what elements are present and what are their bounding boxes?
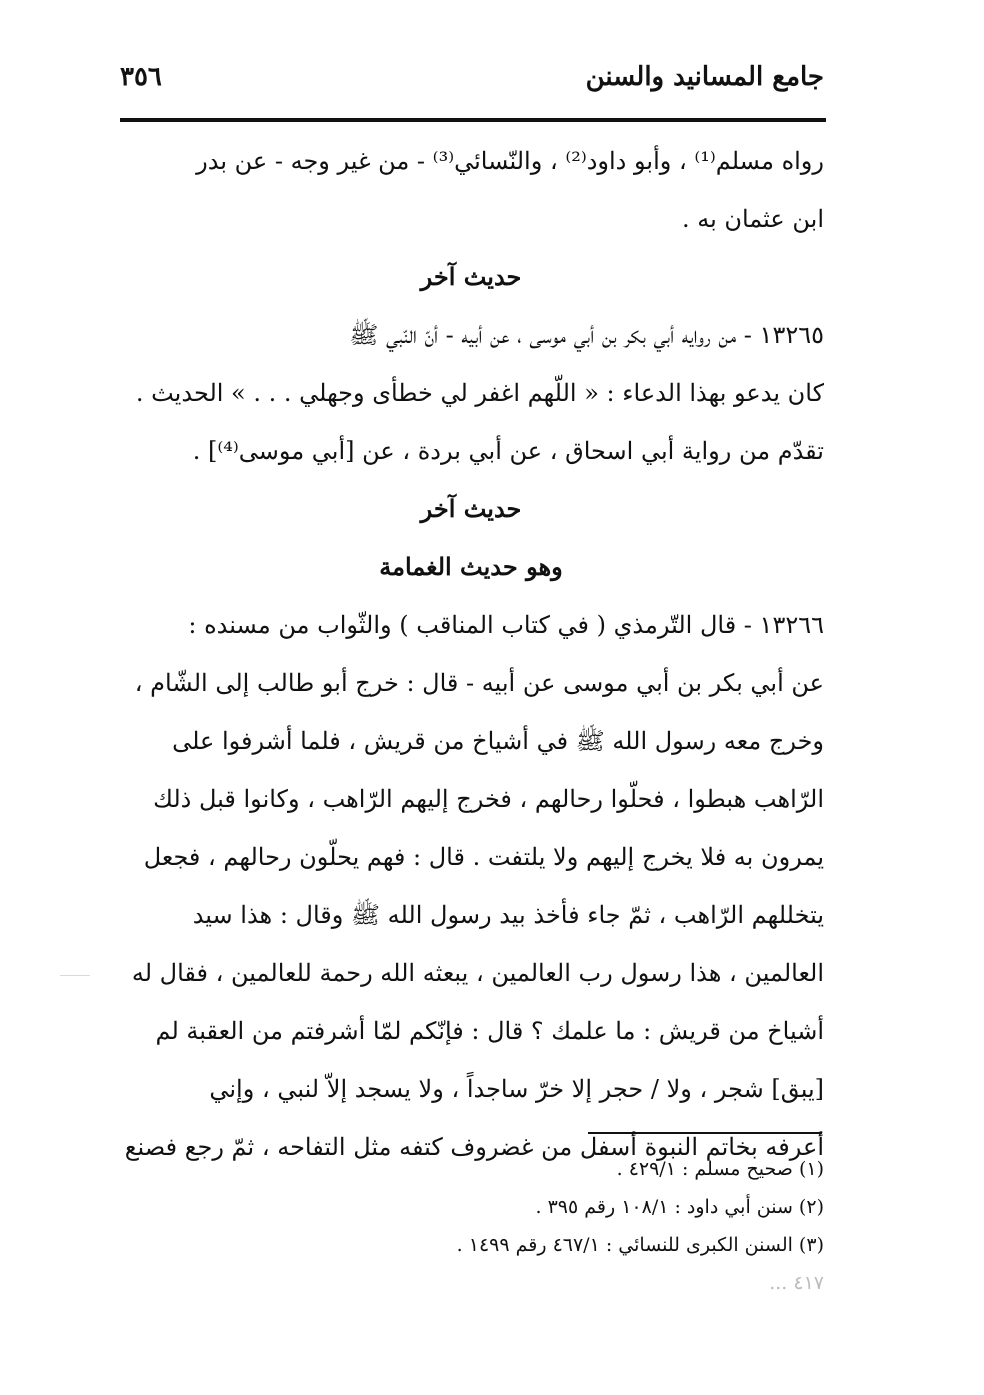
hadith-line: تقدّم من رواية أبي اسحاق ، عن أبي بردة ، عن [أبي موسى⁽⁴⁾] . [192, 437, 824, 465]
hadith-line: أعرفه بخاتم النبوة أسفل من غضروف كتفه مثل التفاحه ، ثمّ رجع فصنع [124, 1133, 824, 1161]
hadith-line: العالمين ، هذا رسول رب العالمين ، يبعثه الله رحمة للعالمين ، فقال له [131, 959, 824, 987]
footnote: (٣) السنن الكبرى للنسائي : ٤٦٧/١ رقم ١٤٩٩ . [456, 1234, 824, 1256]
hadith-line: ١٣٢٦٦ - قال التّرمذي ( في كتاب المناقب ) والثّواب من مسنده : [188, 611, 824, 639]
hadith-line: يمرون به فلا يخرج إليهم ولا يلتفت . قال : فهم يحلّون رحالهم ، فجعل [143, 843, 824, 871]
hadith-line: الرّاهب هبطوا ، فحلّوا رحالهم ، فخرج إليهم الرّاهب ، وكانوا قبل ذلك [153, 785, 824, 813]
footnote: (٢) سنن أبي داود : ١٠٨/١ رقم ٣٩٥ . [535, 1196, 824, 1218]
footnote: ٤١٧ ... [769, 1272, 824, 1294]
margin-mark [60, 975, 90, 976]
footnote-rule [588, 1132, 822, 1134]
text-line: رواه مسلم⁽¹⁾ ، وأبو داود⁽²⁾ ، والنّسائي⁽³⁾ - من غير وجه - عن بدر [196, 147, 824, 175]
hadith-line: وخرج معه رسول الله ﷺ في أشياخ من قريش ، فلما أشرفوا على [172, 727, 824, 755]
book-title: جامع المسانيد والسنن [585, 62, 824, 92]
hadith-line: عن أبي بكر بن أبي موسى عن أبيه - قال : خرج أبو طالب إلى الشّام ، [134, 669, 824, 697]
section-heading: حديث آخر [420, 494, 522, 523]
hadith-line: يتخللهم الرّاهب ، ثمّ جاء فأخذ بيد رسول الله ﷺ وقال : هذا سيد [192, 901, 824, 929]
header-rule [120, 118, 826, 122]
section-heading: حديث آخر [420, 262, 522, 291]
hadith-line: أشياخ من قريش : ما علمك ؟ قال : فإنّكم لمّا أشرفتم من العقبة لم [155, 1017, 824, 1045]
text-line: ابن عثمان به . [681, 205, 824, 233]
hadith-line: [يبق] شجر ، ولا / حجر إلا خرّ ساجداً ، ولا يسجد إلاّ لنبي ، وإني [209, 1075, 824, 1103]
page-number: ٣٥٦ [120, 62, 162, 92]
hadith-line: كان يدعو بهذا الدعاء : « اللّهم اغفر لي خطأى وجهلي . . . » الحديث . [135, 379, 824, 407]
footnotes [300, 1150, 824, 1302]
running-header [120, 62, 824, 102]
section-subheading: وهو حديث الغمامة [379, 552, 563, 581]
hadith-line: ١٣٢٦٥ - من روايه أبي بكر بن أبي موسى ، عن أبيه - أنّ النّبي ﷺ [349, 321, 824, 349]
main-text [118, 132, 824, 1176]
footnote: (١) صحيح مسلم : ٤٢٩/١ . [616, 1158, 824, 1180]
